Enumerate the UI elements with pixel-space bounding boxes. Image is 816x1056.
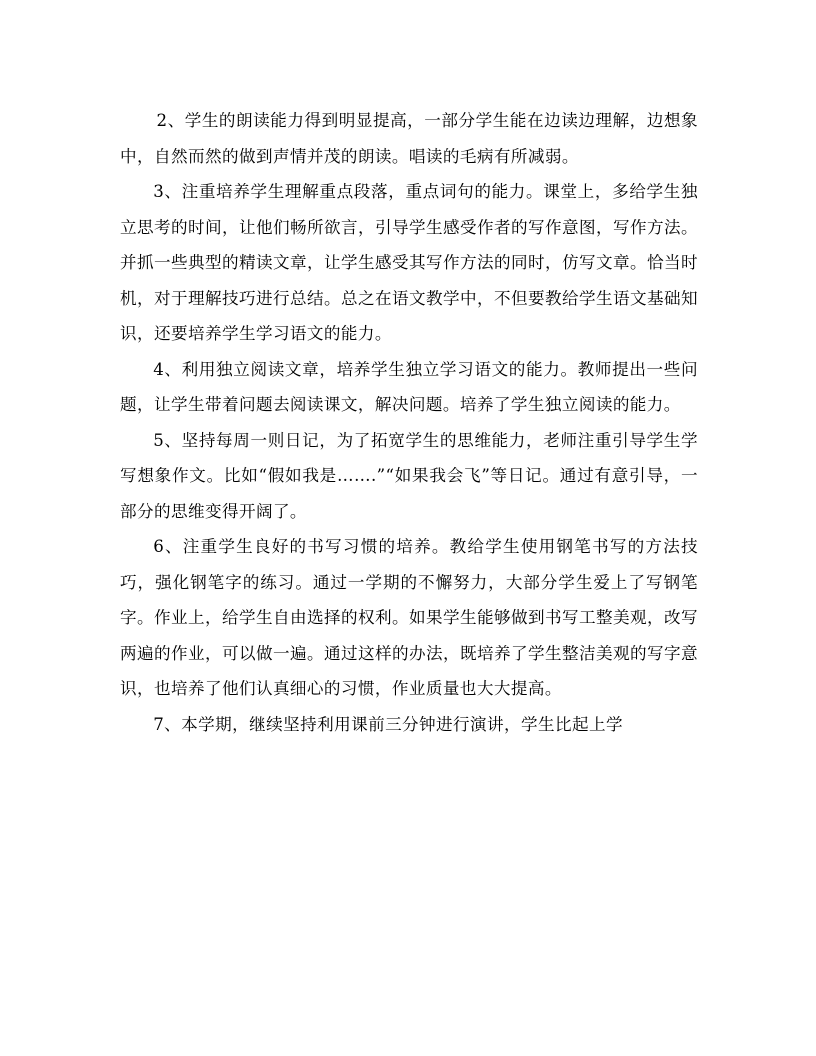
paragraph-item-5: 5、坚持每周一则日记，为了拓宽学生的思维能力，老师注重引导学生学写想象作文。比如“假如我是…….”“如果我会飞”等日记。通过有意引导，一部分的思维变得开阔了。 bbox=[120, 430, 698, 521]
paragraph-item-4: 4、利用独立阅读文章，培养学生独立学习语文的能力。教师提出一些问题，让学生带着问题去阅读课文，解决问题。培养了学生独立阅读的能力。 bbox=[120, 359, 698, 414]
paragraph-item-3: 3、注重培养学生理解重点段落，重点词句的能力。课堂上，多给学生独立思考的时间，让他们畅所欲言，引导学生感受作者的写作意图，写作方法。并抓一些典型的精读文章，让学生感受其写作方法的同时，仿写文章。恰当时机，对于理解技巧进行总结。总之在语文教学中，不但要教给学生语文基础知识，还要培养学生学习语文的能力。 bbox=[120, 182, 698, 343]
document-body bbox=[120, 103, 698, 742]
paragraph-item-7: 7、本学期，继续坚持利用课前三分钟进行演讲，学生比起上学 bbox=[153, 714, 623, 734]
paragraph-item-6: 6、注重学生良好的书写习惯的培养。教给学生使用钢笔书写的方法技巧，强化钢笔字的练习。通过一学期的不懈努力，大部分学生爱上了写钢笔字。作业上，给学生自由选择的权利。如果学生能够做到书写工整美观，改写两遍的作业，可以做一遍。通过这样的办法，既培养了学生整洁美观的写字意识，也培养了他们认真细心的习惯，作业质量也大大提高。 bbox=[120, 537, 698, 698]
paragraph-item-2: 2、学生的朗读能力得到明显提高，一部分学生能在边读边理解，边想象中，自然而然的做到声情并茂的朗读。唱读的毛病有所减弱。 bbox=[120, 111, 698, 166]
